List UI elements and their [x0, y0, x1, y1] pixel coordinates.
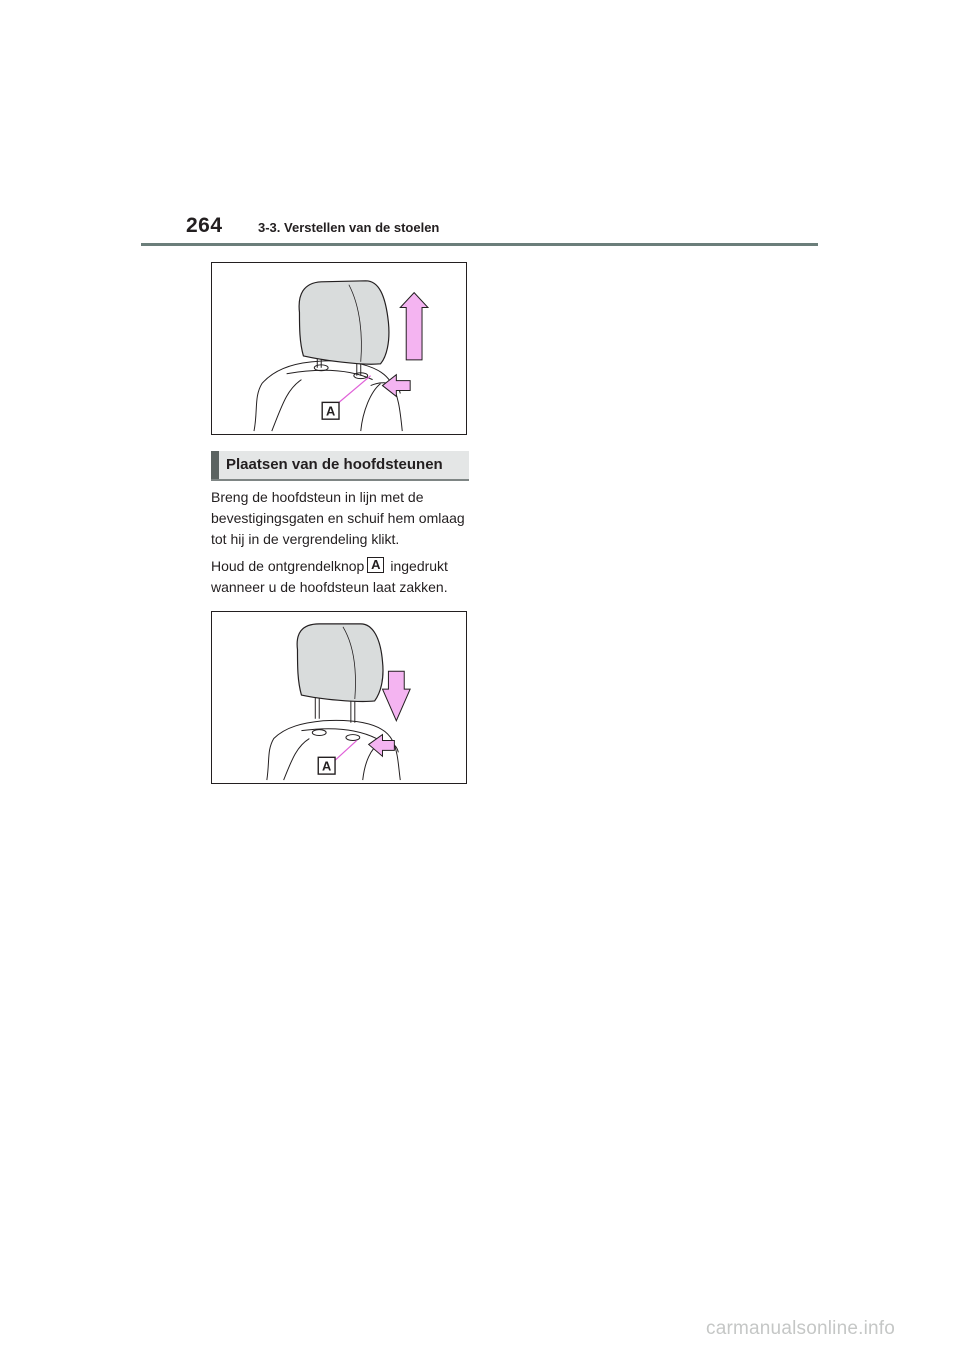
headrest-install-illustration — [211, 611, 467, 784]
callout-label: A — [325, 403, 336, 419]
watermark: carmanualsonline.info — [706, 1318, 896, 1339]
instruction-paragraph-1: Breng de hoofdsteun in lijn met de bevestigingsgaten en schuif hem omlaag tot hij in de vergrendeling klikt. — [211, 489, 465, 547]
instruction-paragraph-2 — [211, 556, 471, 598]
arrow-down-icon — [382, 671, 410, 720]
press-arrow-icon — [382, 375, 410, 397]
subheading-box — [211, 451, 469, 481]
callout-label: A — [322, 758, 332, 774]
headrest-shape — [299, 281, 389, 364]
subheading-bar — [211, 451, 219, 479]
inline-callout-label: A — [367, 557, 384, 573]
page-number: 264 — [186, 214, 223, 237]
paragraph-2-start: Houd de ontgrendelknop — [211, 558, 365, 574]
section-title: 3-3. Verstellen van de stoelen — [258, 220, 440, 235]
subheading-text: Plaatsen van de hoofdsteunen — [226, 456, 443, 473]
header-rule — [141, 243, 818, 246]
headrest-shape — [297, 624, 383, 702]
arrow-up-icon — [400, 293, 428, 360]
headrest-remove-illustration — [211, 262, 467, 435]
paragraph-2-end: ingedrukt wanneer u de hoofdsteun laat zakken. — [211, 558, 448, 595]
